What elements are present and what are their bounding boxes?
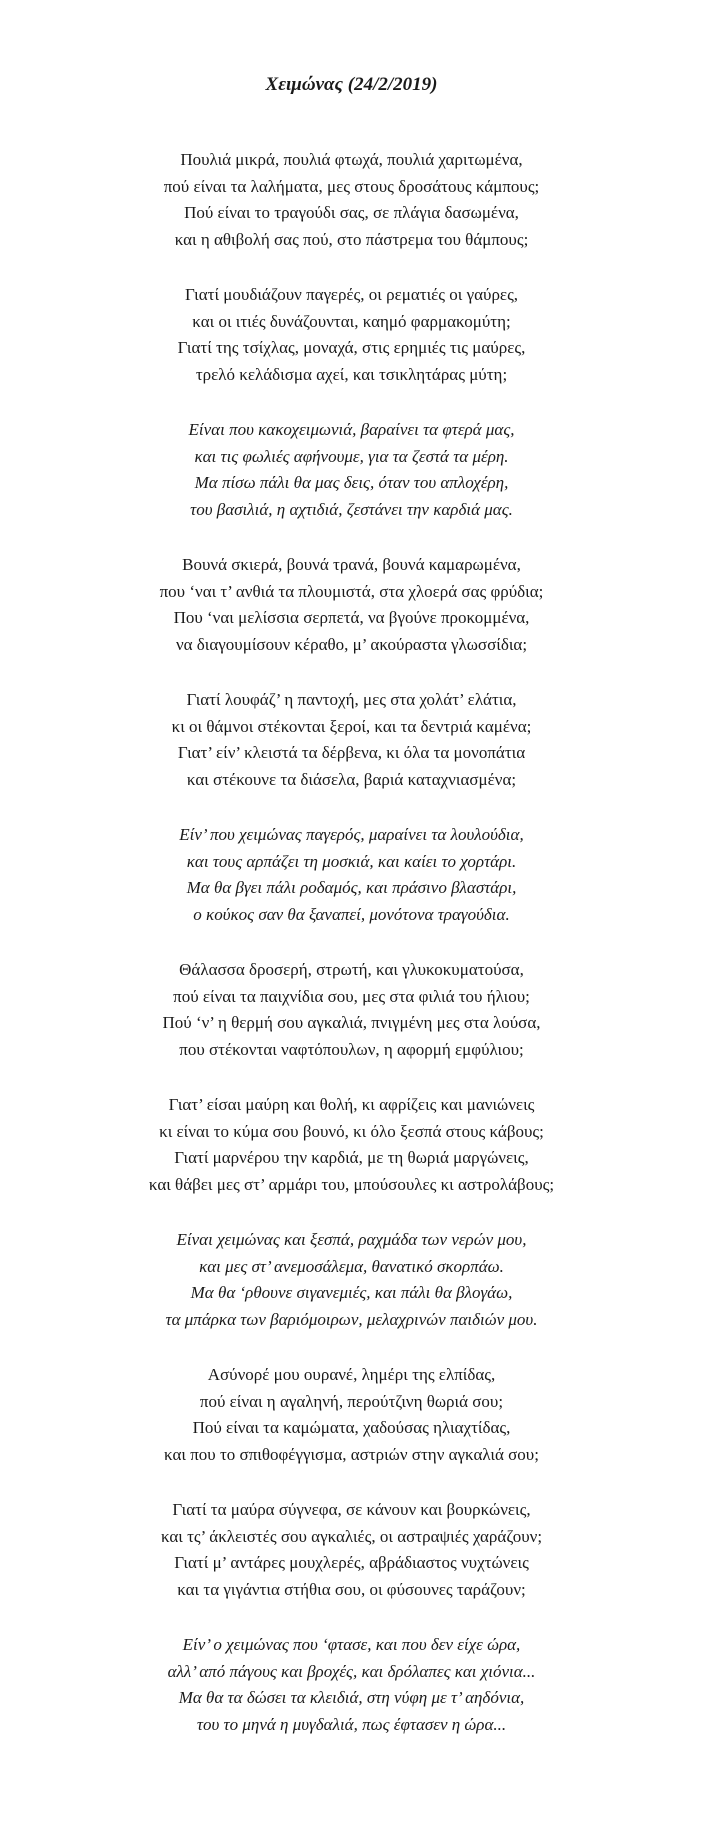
poem-line: Πού είναι τα καμώματα, χαδούσας ηλιαχτίδας, [192,1418,511,1437]
poem-line: Πού είναι το τραγούδι σας, σε πλάγια δασωμένα, [184,203,519,222]
poem-line: και τς’ άκλειστές σου αγκαλιές, οι αστραψιές χαράζουν; [160,1526,543,1546]
poem-line: που ‘ναι τ’ ανθιά τα πλουμιστά, στα χλοερά σας φρύδια; [159,581,544,601]
poem-line: Γιατ’ είν’ κλειστά τα δέρβενα, κι όλα τα μονοπάτια [177,743,526,762]
poem-line: Είν’ που χειμώνας παγερός, μαραίνει τα λουλούδια, [179,825,524,844]
stanza [0,1497,703,1603]
poem-line: Γιατί μ’ αντάρες μουχλερές, αβράδιαστος νυχτώνεις [174,1553,529,1572]
stanza [0,1227,703,1333]
poem-line: Είν’ ο χειμώνας που ‘φτασε, και που δεν είχε ώρα, [182,1635,521,1654]
poem-line: Γιατί μαρνέρου την καρδιά, με τη θωριά μαργώνεις, [174,1148,529,1167]
poem-line: και οι ιτιές δυνάζουνται, καημό φαρμακομύτη; [192,311,511,331]
poem-line: να διαγουμίσουν κέραθο, μ’ ακούραστα γλωσσίδια; [175,634,528,654]
poem-line: Γιατί μουδιάζουν παγερές, οι ρεματιές οι γαύρες, [184,285,519,304]
poem-line: και στέκουνε τα διάσελα, βαριά καταχνιασμένα; [186,769,517,789]
poem-line: ο κούκος σαν θα ξαναπεί, μονότονα τραγούδια. [193,904,510,924]
poem-body [0,147,703,1738]
poem-line: πού είναι τα λαλήματα, μες στους δροσάτους κάμπους; [163,176,540,196]
poem-line: που στέκονται ναφτόπουλων, η αφορμή εμφύλιου; [179,1039,524,1059]
poem-line: κι είναι το κύμα σου βουνό, κι όλο ξεσπά στους κάβους; [159,1121,544,1141]
poem-line: και η αθιβολή σας πού, στο πάστρεμα του θάμπους; [174,229,529,249]
poem-line: Πού ‘ν’ η θερμή σου αγκαλιά, πνιγμένη μες στα λούσα, [162,1013,541,1032]
poem-line: Μα θα ‘ρθουνε σιγανεμιές, και πάλι θα βλογάω, [190,1283,513,1302]
poem-line: Είναι χειμώνας και ξεσπά, ραχμάδα των νερών μου, [176,1230,527,1249]
poem-line: Γιατ’ είσαι μαύρη και θολή, κι αφρίζεις και μανιώνεις [168,1095,535,1114]
poem-line: Πουλιά μικρά, πουλιά φτωχά, πουλιά χαριτωμένα, [180,150,523,169]
poem-title: Χειμώνας (24/2/2019) [265,74,438,95]
poem-line: Μα θα τα δώσει τα κλειδιά, στη νύφη με τ’ αηδόνια, [178,1688,525,1707]
poem-line: Μα θα βγει πάλι ροδαμός, και πράσινο βλαστάρι, [186,878,517,897]
poem-line: Μα πίσω πάλι θα μας δεις, όταν του απλοχέρη, [194,473,509,492]
stanza [0,552,703,658]
poem-line: Θάλασσα δροσερή, στρωτή, και γλυκοκυματούσα, [179,960,524,979]
poem-line: Ασύνορέ μου ουρανέ, λημέρι της ελπίδας, [207,1365,496,1384]
poem-line: Βουνά σκιερά, βουνά τρανά, βουνά καμαρωμένα, [182,555,521,574]
poem-line: και τις φωλιές αφήνουμε, για τα ζεστά τα μέρη. [194,446,509,466]
poem-line: Γιατί τα μαύρα σύγνεφα, σε κάνουν και βουρκώνεις, [172,1500,531,1519]
poem-line: αλλ’ από πάγους και βροχές, και δρόλαπες και χιόνια... [167,1661,536,1681]
stanza [0,147,703,253]
poem-line: κι οι θάμνοι στέκονται ξεροί, και τα δεντριά καμένα; [171,716,532,736]
stanza [0,1092,703,1198]
stanza [0,687,703,793]
stanza [0,822,703,928]
poem-line: Γιατί λουφάζ’ η παντοχή, μες στα χολάτ’ ελάτια, [186,690,517,709]
poem-line: και τους αρπάζει τη μοσκιά, και καίει το χορτάρι. [186,851,517,871]
stanza [0,957,703,1063]
poem-line: Που ‘ναι μελίσσια σερπετά, να βγούνε προκομμένα, [173,608,530,627]
poem-line: τρελό κελάδισμα αχεί, και τσικλητάρας μύτη; [195,364,508,384]
poem-line: τα μπάρκα των βαριόμοιρων, μελαχρινών παιδιών μου. [165,1309,538,1329]
poem-line: πού είναι τα παιχνίδια σου, μες στα φιλιά του ήλιου; [173,986,530,1006]
stanza [0,1632,703,1738]
poem-line: Γιατί της τσίχλας, μοναχά, στις ερημιές τις μαύρες, [177,338,526,357]
poem-line: πού είναι η αγαληνή, περούτζινη θωριά σου; [199,1391,504,1411]
stanza [0,1362,703,1468]
poem-line: και που το σπιθοφέγγισμα, αστριών στην αγκαλιά σου; [164,1444,539,1464]
poem-line: του το μηνά η μυγδαλιά, πως έφτασεν η ώρα... [196,1714,507,1734]
stanza [0,282,703,388]
poem-line: και μες στ’ ανεμοσάλεμα, θανατικό σκορπάω. [199,1256,504,1276]
poem-line: και θάβει μες στ’ αρμάρι του, μπούσουλες κι αστρολάβους; [148,1174,555,1194]
poem-line: του βασιλιά, η αχτιδιά, ζεστάνει την καρδιά μας. [190,499,513,519]
stanza [0,417,703,523]
poem-line: Είναι που κακοχειμωνιά, βαραίνει τα φτερά μας, [188,420,515,439]
poem-line: και τα γιγάντια στήθια σου, οι φύσουνες ταράζουν; [177,1579,526,1599]
